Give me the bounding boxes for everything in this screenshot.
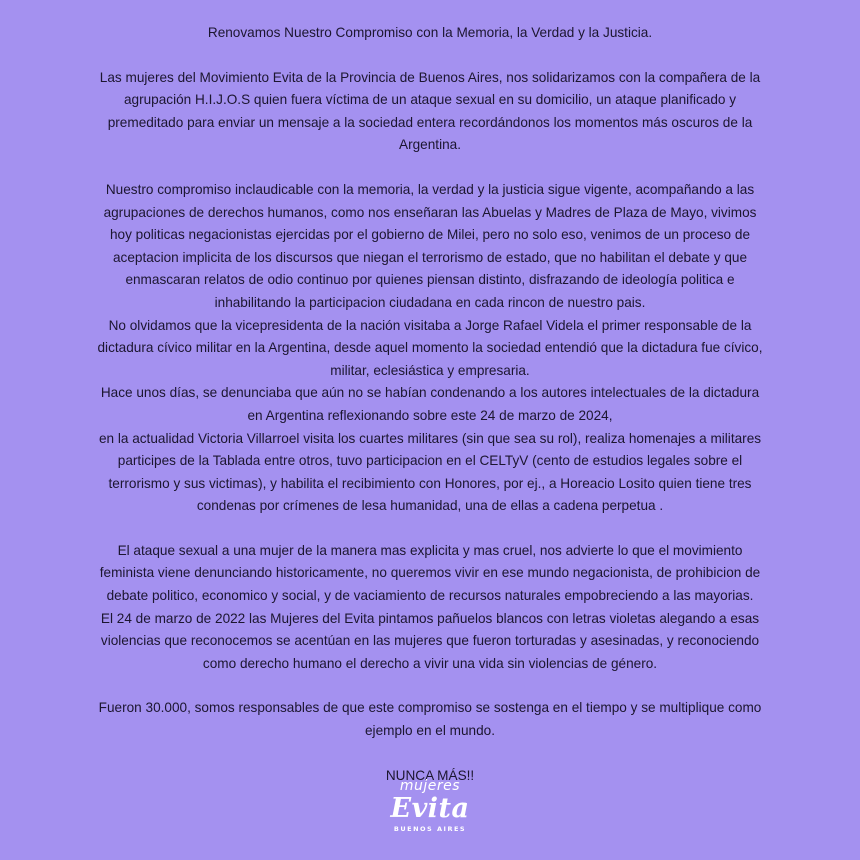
logo-sub-text: BUENOS AIRES <box>393 825 467 833</box>
text-line: premeditado para enviar un mensaje a la sociedad entera recordándonos los momentos más oscuros de la <box>107 114 753 130</box>
text-line: aceptacion implicita de los discursos que niegan el terrorismo de estado, que no habilitan el debate y que <box>112 249 747 265</box>
text-line: hoy politicas negacionistas ejercidas por el gobierno de Milei, pero no solo eso, venimos de un proceso de <box>109 227 751 243</box>
text-line: enmascaran relatos de odio continuo por quienes piensan distinto, disfrazando de ideología politica e <box>125 272 735 288</box>
text-line: agrupaciones de derechos humanos, como nos enseñaran las Abuelas y Madres de Plaza de Mayo, vivimos <box>103 204 757 220</box>
logo-main-text: Evita <box>390 793 470 824</box>
text-line: Nuestro compromiso inclaudicable con la memoria, la verdad y la justicia sigue vigente, acompañando a las <box>105 181 755 197</box>
paragraph-feminist <box>28 540 832 676</box>
text-line: Las mujeres del Movimiento Evita de la Provincia de Buenos Aires, nos solidarizamos con la compañera de la <box>99 69 761 85</box>
text-line: El 24 de marzo de 2022 las Mujeres del Evita pintamos pañuelos blancos con letras violetas alegando a esas <box>100 610 760 626</box>
text-line: ejemplo en el mundo. <box>365 723 495 739</box>
document-title: Renovamos Nuestro Compromiso con la Memoria, la Verdad y la Justicia. <box>207 25 653 40</box>
closing-slogan: NUNCA MÁS!! <box>385 767 475 783</box>
text-line: participes de la Tablada entre otros, tuvo participacion en el CELTyV (cento de estudios legales sobre el <box>117 453 743 469</box>
text-line: debate politico, economico y social, y de vaciamiento de recursos naturales empobreciendo a las mayorias. <box>106 588 754 604</box>
text-line: terrorismo y sus victimas), y habilita el recibimiento con Honores, por ej., a Horeacio Losito quien tiene tres <box>108 475 752 491</box>
text-line: No olvidamos que la vicepresidenta de la nación visitaba a Jorge Rafael Videla el primer responsable de la <box>108 317 752 333</box>
text-line: en la actualidad Victoria Villarroel visita los cuartes militares (sin que sea su rol), realiza homenajes a militares <box>98 430 762 446</box>
paragraph-30000 <box>28 697 832 742</box>
paragraph-solidarity <box>28 67 832 157</box>
text-line: como derecho humano el derecho a vivir una vida sin violencias de género. <box>202 655 658 671</box>
text-line: condenas por crímenes de lesa humanidad, una de ellas a cadena perpetua . <box>196 498 664 514</box>
text-line: El ataque sexual a una mujer de la manera mas explicita y mas cruel, nos advierte lo que el movimiento <box>117 542 743 558</box>
text-line: feminista viene denunciando historicamente, no queremos vivir en ese mundo negacionista, de prohibicion de <box>99 565 761 581</box>
mujeres-evita-logo <box>370 778 490 834</box>
logo-top-text: mujeres <box>399 778 461 794</box>
text-line: agrupación H.I.J.O.S quien fuera víctima de un ataque sexual en su domicilio, un ataque planificado y <box>123 92 737 108</box>
text-line: militar, eclesiástica y empresaria. <box>330 362 530 378</box>
text-line: Fueron 30.000, somos responsables de que este compromiso se sostenga en el tiempo y se multiplique como <box>98 700 762 716</box>
text-line: Argentina. <box>399 137 461 153</box>
text-line: en Argentina reflexionando sobre este 24 de marzo de 2024, <box>247 407 613 423</box>
paragraph-commitment <box>28 179 832 518</box>
text-line: inhabilitando la participacion ciudadana en cada rincon de nuestro pais. <box>214 294 646 310</box>
text-line: violencias que reconocemos se acentúan en las mujeres que fueron torturadas y asesinadas, y reconociendo <box>100 633 760 649</box>
text-line: dictadura cívico militar en la Argentina, desde aquel momento la sociedad entendió que la dictadura fue cívico, <box>97 340 763 356</box>
text-line: Hace unos días, se denunciaba que aún no se habían condenando a los autores intelectuales de la dictadura <box>100 385 760 401</box>
